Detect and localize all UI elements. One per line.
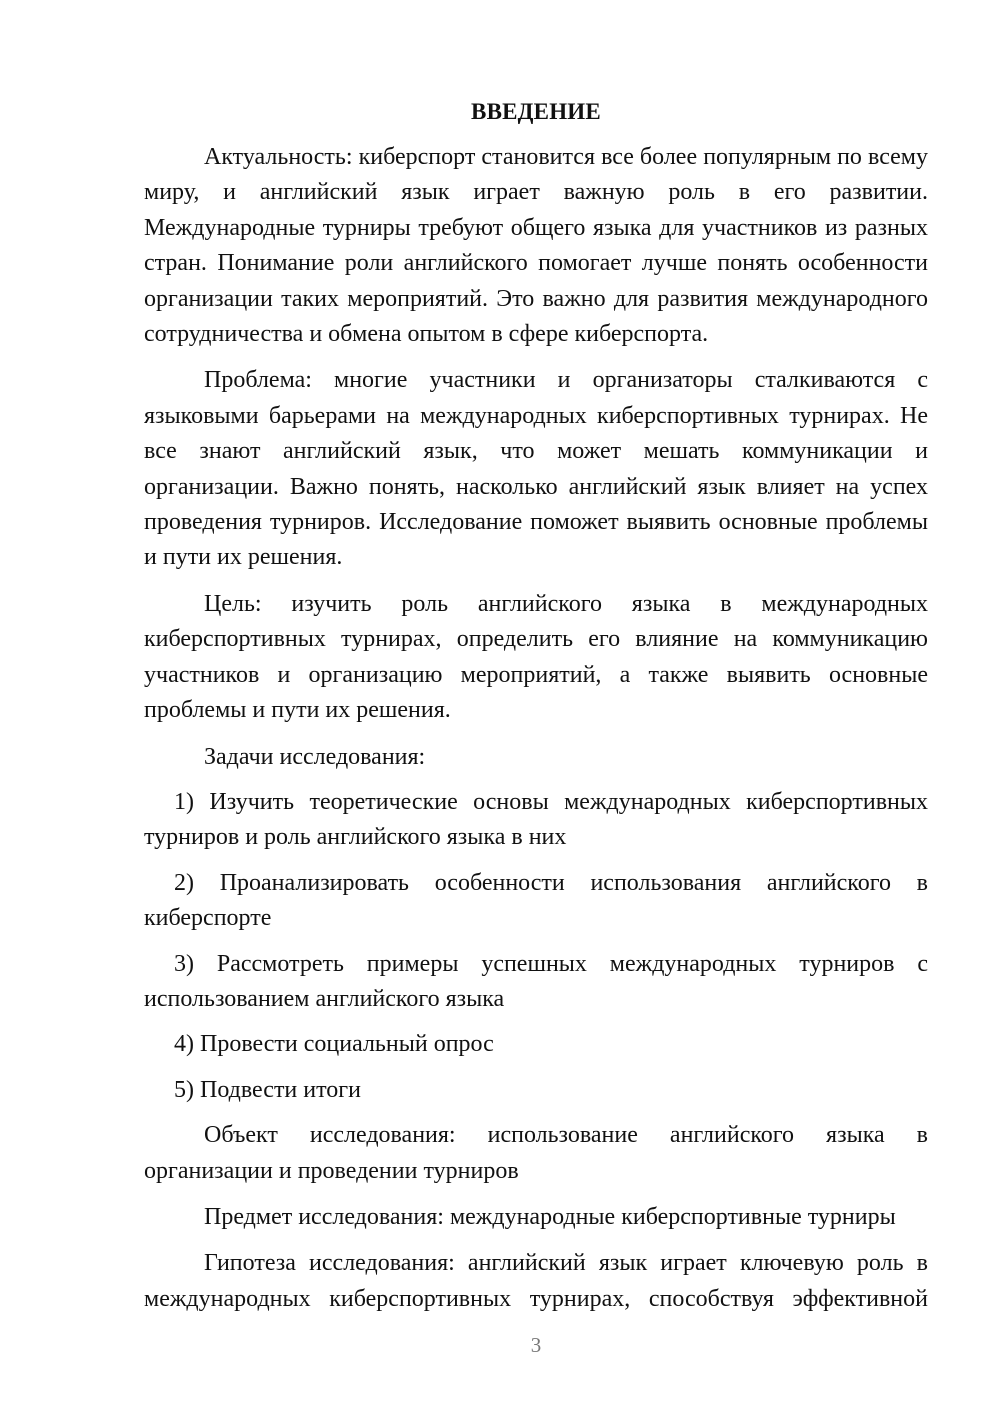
paragraph-hypothesis: Гипотеза исследования: английский язык играет ключевую роль в международных киберспортивных турнирах, способствуя эффективной [144, 1250, 928, 1312]
page-number: 3 [530, 1333, 542, 1357]
task-item: 2) Проанализировать особенности использования английского в киберспорте [144, 869, 928, 932]
task-item: 3) Рассмотреть примеры успешных международных турниров с использованием английского языка [144, 950, 928, 1012]
section-heading: ВВЕДЕНИЕ [471, 99, 601, 124]
paragraph-problem: Проблема: многие участники и организаторы сталкиваются с языковыми барьерами на международных киберспортивных турнирах. Не все знают английский язык, что может мешать коммуникации и организации. Важно понять, насколько английский язык влияет на успех проведения турниров. Исследование поможет выявить основные проблемы и пути их решения. [144, 367, 928, 571]
paragraph-goal: Цель: изучить роль английского языка в международных киберспортивных турнирах, определить его влияние на коммуникацию участников и организацию мероприятий, а также выявить основные проблемы и пути их решения. [144, 590, 928, 724]
paragraph-subject: Предмет исследования: международные киберспортивные турниры [204, 1203, 896, 1230]
page-content [144, 96, 928, 1328]
task-item: 4) Провести социальный опрос [174, 1031, 494, 1058]
task-item: 5) Подвести итоги [174, 1076, 361, 1103]
paragraph-relevance: Актуальность: киберспорт становится все более популярным по всему миру, и английский язык играет важную роль в его развитии. Международные турниры требуют общего языка для участников из разных стран. Понимание роли английского помогает лучше понять особенности организации таких мероприятий. Это важно для развития международного сотрудничества и обмена опытом в сфере киберспорта. [144, 144, 928, 348]
task-item: 1) Изучить теоретические основы международных киберспортивных турниров и роль английского языка в них [144, 788, 928, 851]
tasks-title: Задачи исследования: [204, 743, 426, 770]
paragraph-object: Объект исследования: использование английского языка в организации и проведении турниров [144, 1122, 928, 1184]
